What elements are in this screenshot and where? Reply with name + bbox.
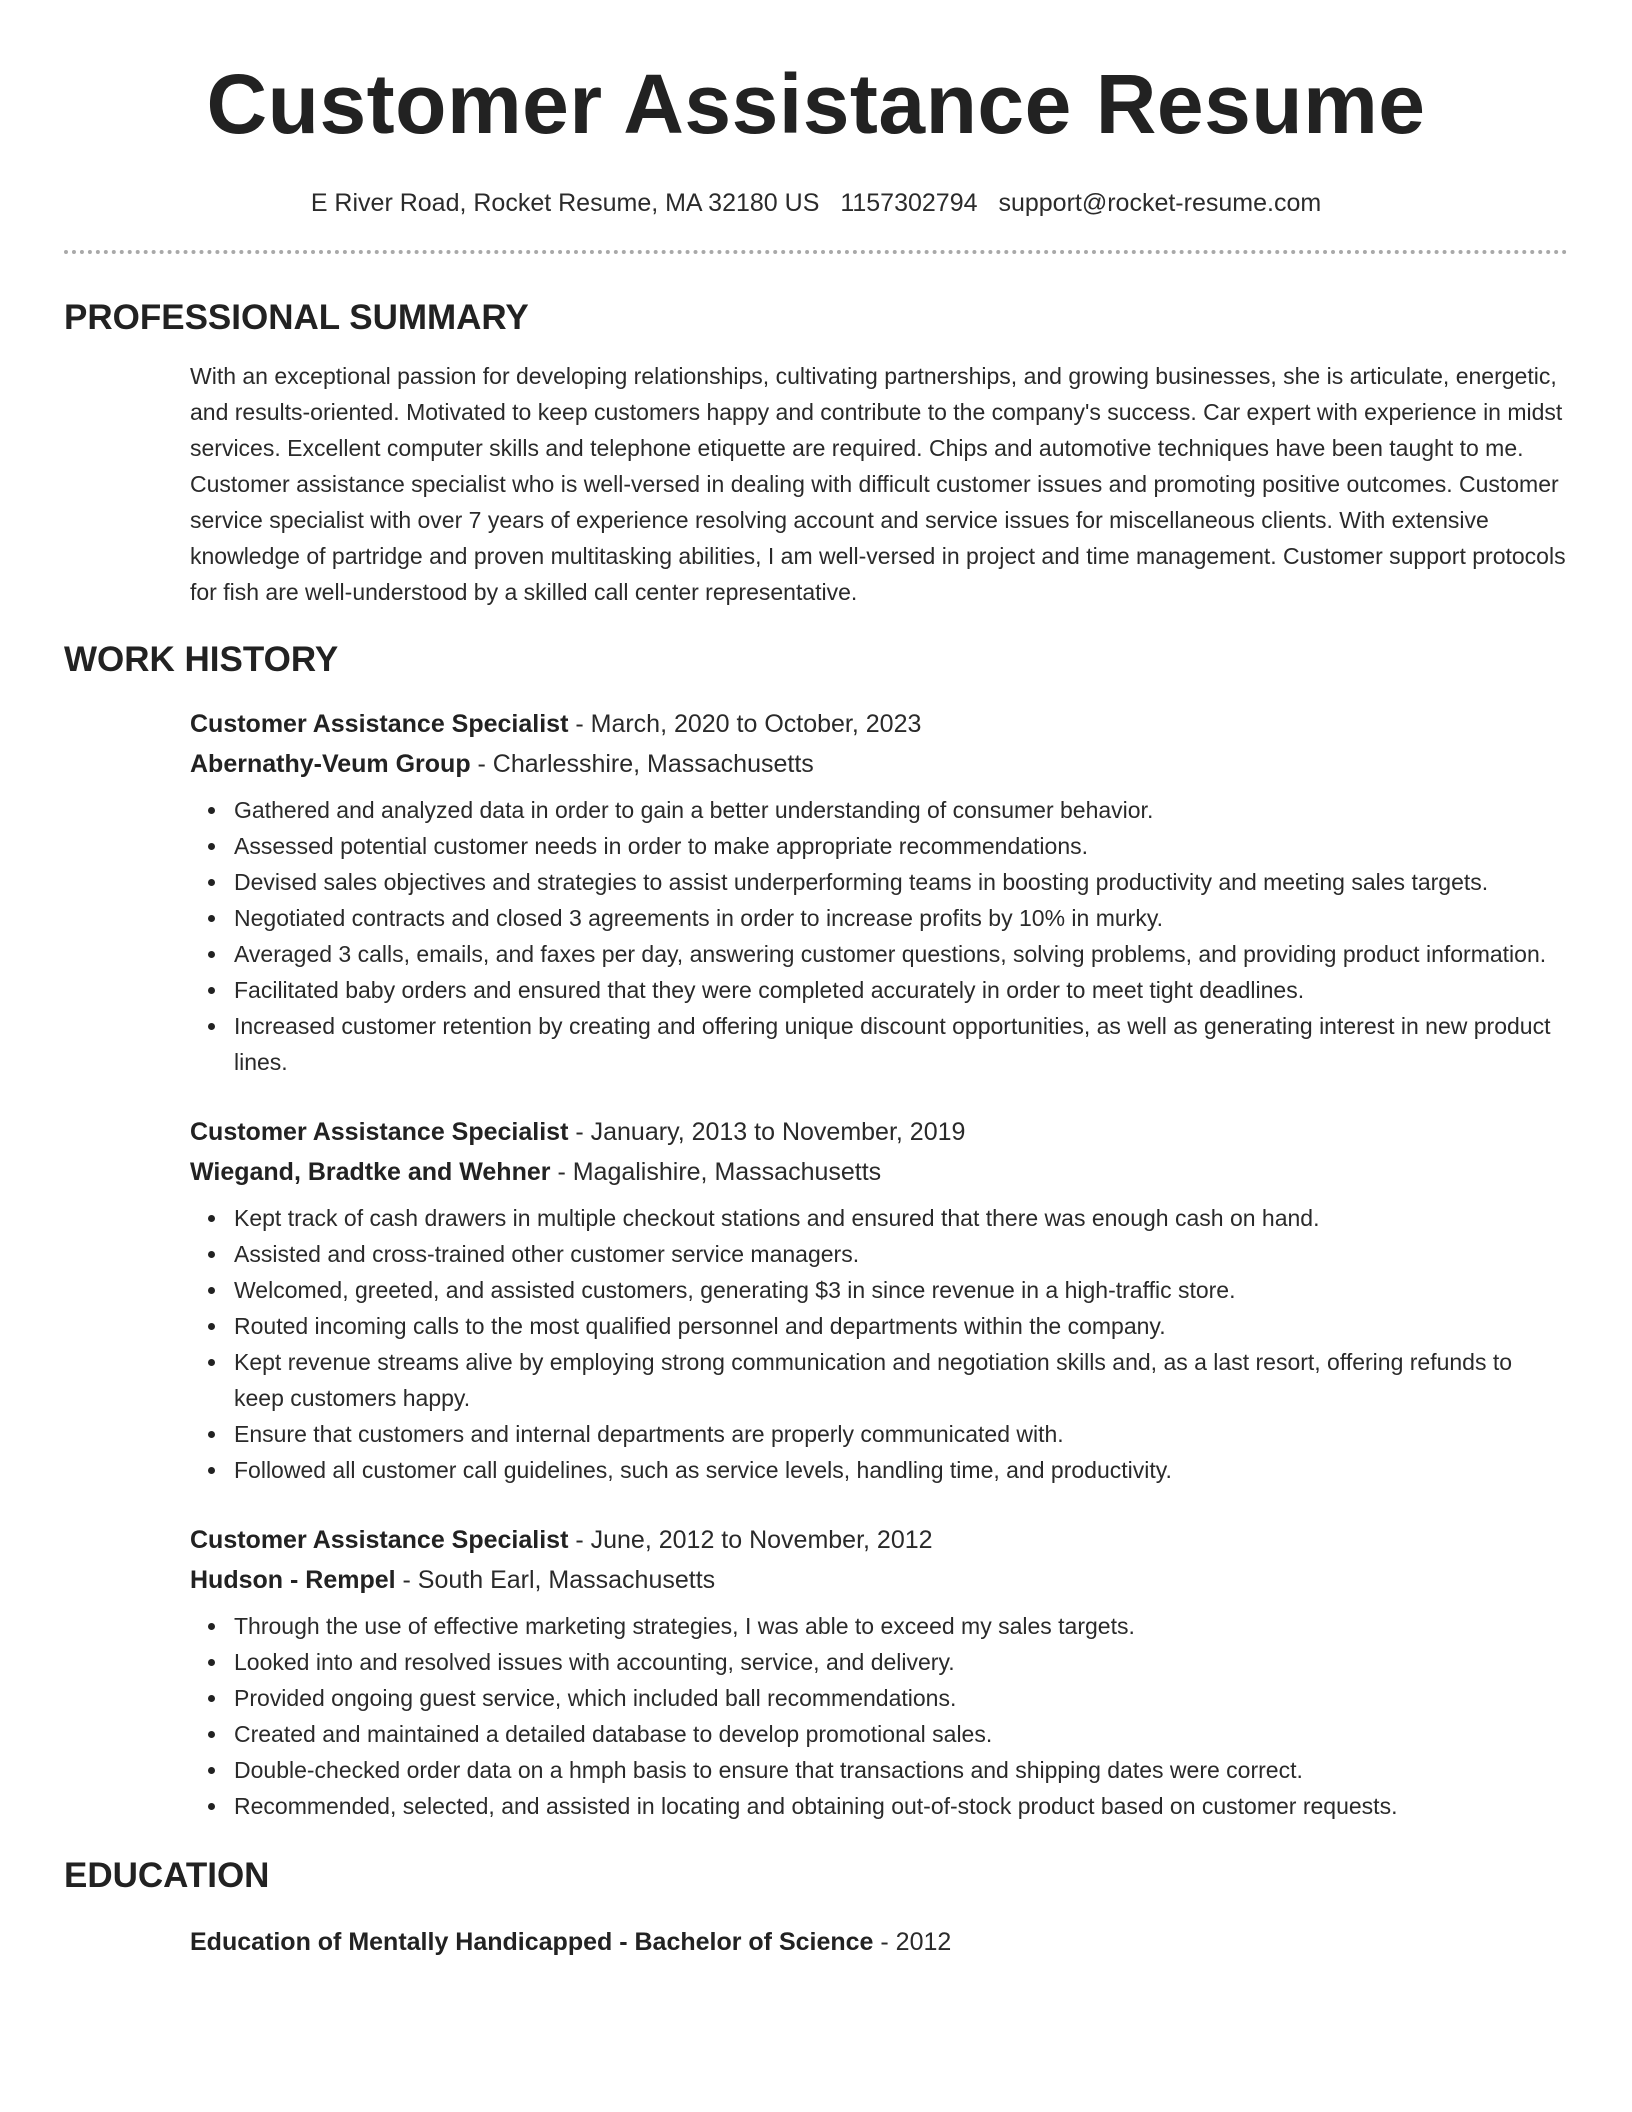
resume-page: [64, 0, 1568, 1962]
job-company: Hudson - Rempel: [190, 1566, 396, 1594]
job-title-line: [190, 1520, 1568, 1560]
education-entry: [190, 1922, 1568, 1962]
job-dates: - June, 2012 to November, 2012: [568, 1526, 933, 1554]
list-item: Through the use of effective marketing strategies, I was able to exceed my sales targets.: [234, 1608, 1568, 1644]
job-title-line: [190, 1112, 1568, 1152]
job-company: Wiegand, Bradtke and Wehner: [190, 1158, 551, 1186]
list-item: Ensure that customers and internal departments are properly communicated with.: [234, 1416, 1568, 1452]
contact-address: E River Road, Rocket Resume, MA 32180 US: [310, 189, 820, 217]
job-bullet-list: [190, 792, 1568, 1080]
job-entry: [190, 1112, 1568, 1488]
list-item: Averaged 3 calls, emails, and faxes per day, answering customer questions, solving problems, and providing product information.: [234, 936, 1568, 972]
list-item: Facilitated baby orders and ensured that they were completed accurately in order to meet tight deadlines.: [234, 972, 1568, 1008]
job-title-line: [190, 704, 1568, 744]
work-history-section: [64, 638, 1568, 1824]
job-bullet-list: [190, 1200, 1568, 1488]
list-item: Routed incoming calls to the most qualified personnel and departments within the company.: [234, 1308, 1568, 1344]
section-heading-education: EDUCATION: [64, 1856, 270, 1895]
list-item: Gathered and analyzed data in order to gain a better understanding of consumer behavior.: [234, 792, 1568, 828]
section-heading-summary: PROFESSIONAL SUMMARY: [64, 298, 529, 337]
job-dates: - March, 2020 to October, 2023: [568, 710, 922, 738]
education-degree: Education of Mentally Handicapped - Bachelor of Science: [190, 1928, 874, 1956]
education-year: - 2012: [873, 1928, 952, 1956]
job-bullet-list: [190, 1608, 1568, 1824]
list-item: Increased customer retention by creating and offering unique discount opportunities, as well as generating interest in new product lines.: [234, 1008, 1568, 1080]
job-company-line: [190, 1560, 1568, 1600]
list-item: Welcomed, greeted, and assisted customers, generating $3 in since revenue in a high-traffic store.: [234, 1272, 1568, 1308]
job-position: Customer Assistance Specialist: [190, 1118, 569, 1146]
list-item: Looked into and resolved issues with accounting, service, and delivery.: [234, 1644, 1568, 1680]
job-position: Customer Assistance Specialist: [190, 710, 569, 738]
job-location: - Charlesshire, Massachusetts: [470, 750, 814, 778]
job-position: Customer Assistance Specialist: [190, 1526, 569, 1554]
education-section: [64, 1854, 1568, 1962]
list-item: Created and maintained a detailed database to develop promotional sales.: [234, 1716, 1568, 1752]
job-entry: [190, 1520, 1568, 1824]
section-heading-work: WORK HISTORY: [64, 640, 339, 679]
job-location: - South Earl, Massachusetts: [395, 1566, 716, 1594]
list-item: Devised sales objectives and strategies to assist underperforming teams in boosting productivity and meeting sales targets.: [234, 864, 1568, 900]
professional-summary-section: [64, 296, 1568, 610]
job-location: - Magalishire, Massachusetts: [550, 1158, 882, 1186]
list-item: Kept revenue streams alive by employing strong communication and negotiation skills and, as a last resort, offering refunds to keep customers happy.: [234, 1344, 1568, 1416]
list-item: Assessed potential customer needs in order to make appropriate recommendations.: [234, 828, 1568, 864]
job-company-line: [190, 744, 1568, 784]
list-item: Negotiated contracts and closed 3 agreements in order to increase profits by 10% in murky.: [234, 900, 1568, 936]
resume-title: Customer Assistance Resume: [206, 57, 1426, 151]
summary-paragraph: With an exceptional passion for developing relationships, cultivating partnerships, and growing businesses, she is articulate, energetic, and results-oriented. Motivated to keep customers happy and contribute to the company's success. Car expert with experience in midst services. Excellent computer skills and telephone etiquette are required. Chips and automotive techniques have been taught to me. Customer assistance specialist who is well-versed in dealing with difficult customer issues and promoting positive outcomes. Customer service specialist with over 7 years of experience resolving account and service issues for miscellaneous clients. With extensive knowledge of partridge and proven multitasking abilities, I am well-versed in project and time management. Customer support protocols for fish are well-understood by a skilled call center representative.: [190, 363, 1566, 605]
list-item: Provided ongoing guest service, which included ball recommendations.: [234, 1680, 1568, 1716]
job-dates: - January, 2013 to November, 2019: [568, 1118, 966, 1146]
job-company-line: [190, 1152, 1568, 1192]
list-item: Followed all customer call guidelines, such as service levels, handling time, and productivity.: [234, 1452, 1568, 1488]
header-divider: [64, 250, 1568, 254]
contact-phone: 1157302794: [840, 189, 978, 217]
list-item: Kept track of cash drawers in multiple checkout stations and ensured that there was enough cash on hand.: [234, 1200, 1568, 1236]
list-item: Assisted and cross-trained other customer service managers.: [234, 1236, 1568, 1272]
contact-email[interactable]: support@rocket-resume.com: [998, 189, 1322, 217]
job-entry: [190, 704, 1568, 1080]
list-item: Double-checked order data on a hmph basis to ensure that transactions and shipping dates were correct.: [234, 1752, 1568, 1788]
list-item: Recommended, selected, and assisted in locating and obtaining out-of-stock product based on customer requests.: [234, 1788, 1568, 1824]
contact-line: [64, 186, 1568, 220]
job-company: Abernathy-Veum Group: [190, 750, 471, 778]
